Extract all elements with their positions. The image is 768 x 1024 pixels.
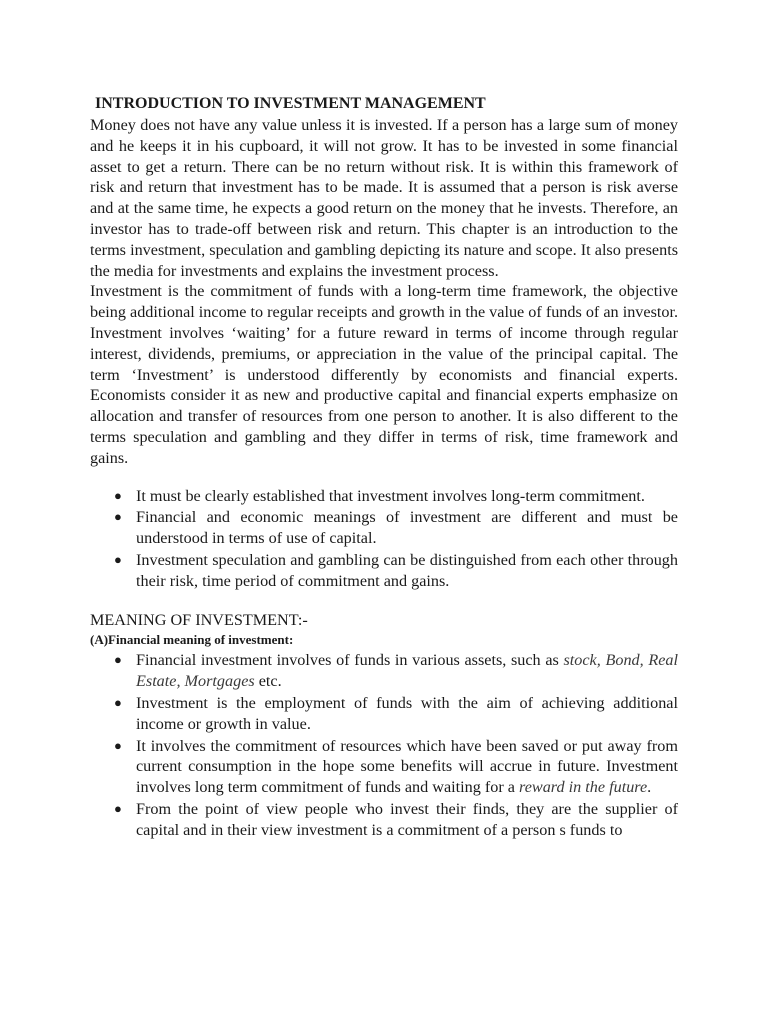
list-item: [90, 693, 678, 735]
key-points-list: [90, 486, 678, 592]
bullet-icon: ●: [114, 652, 122, 668]
list-item-text: Financial investment involves of funds in various assets, such as: [136, 651, 564, 670]
list-item: [90, 736, 678, 798]
list-item-text: It involves the commitment of resources which have been saved or put away from current consumption in the hope some benefits will accrue in future. Investment involves long term commitment of funds and waiting for a: [136, 736, 678, 797]
bullet-icon: ●: [114, 509, 122, 525]
bullet-icon: ●: [114, 487, 122, 503]
document-title: INTRODUCTION TO INVESTMENT MANAGEMENT: [95, 95, 486, 112]
intro-paragraph: Money does not have any value unless it is invested. If a person has a large sum of money and he keeps it in his cupboard, it will not grow. It has to be invested in some financial asset to get a return. There can be no return without risk. It is within this framework of risk and return that investment has to be made. It is assumed that a person is risk averse and at the same time, he expects a good return on the money that he invests. Therefore, an investor has to trade-off between risk and return. This chapter is an introduction to the terms investment, speculation and gambling depicting its nature and scope. It also presents the media for investments and explains the investment process.: [90, 116, 678, 280]
list-item: [90, 650, 678, 692]
list-item-text: It must be clearly established that investment involves long-term commitment.: [136, 486, 645, 505]
list-item: [90, 507, 678, 549]
list-item-text-end: etc.: [254, 672, 282, 691]
asset-examples-text: stock, Bond, Real Estate, Mortgages: [136, 651, 679, 691]
bullet-icon: ●: [114, 551, 122, 567]
bullet-icon: ●: [114, 737, 122, 753]
list-item-text: Financial and economic meanings of investment are different and must be understood in terms of use of capital.: [136, 508, 678, 548]
list-item: [90, 799, 678, 841]
financial-meaning-list: [90, 650, 678, 840]
reward-future-text: reward in the future: [519, 778, 648, 797]
financial-meaning-subheading: (A)Financial meaning of investment:: [90, 632, 294, 648]
bullet-icon: ●: [114, 694, 122, 710]
list-item-text: Investment is the employment of funds with the aim of achieving additional income or growth in value.: [136, 693, 678, 733]
list-item-text: Investment speculation and gambling can be distinguished from each other through their risk, time period of commitment and gains.: [136, 550, 678, 590]
list-item: [90, 486, 678, 507]
list-item-text-end: .: [647, 778, 652, 797]
document-page: [90, 93, 678, 842]
bullet-icon: ●: [114, 800, 122, 816]
investment-definition-paragraph: Investment is the commitment of funds with a long-term time framework, the objective being additional income to regular receipts and growth in the value of funds of an investor. Investment involves ‘waiting’ for a future reward in terms of income through regular interest, dividends, premiums, or appreciation in the value of the principal capital. The term ‘Investment’ is understood differently by economists and financial experts. Economists consider it as new and productive capital and financial experts emphasize on allocation and transfer of resources from one person to another. It is also different to the terms speculation and gambling and they differ in terms of risk, time framework and gains.: [90, 282, 678, 467]
meaning-heading: MEANING OF INVESTMENT:-: [90, 610, 308, 629]
list-item-text: From the point of view people who invest their finds, they are the supplier of capital and in their view investment is a commitment of a person s funds to: [136, 799, 678, 839]
list-item: [90, 550, 678, 592]
